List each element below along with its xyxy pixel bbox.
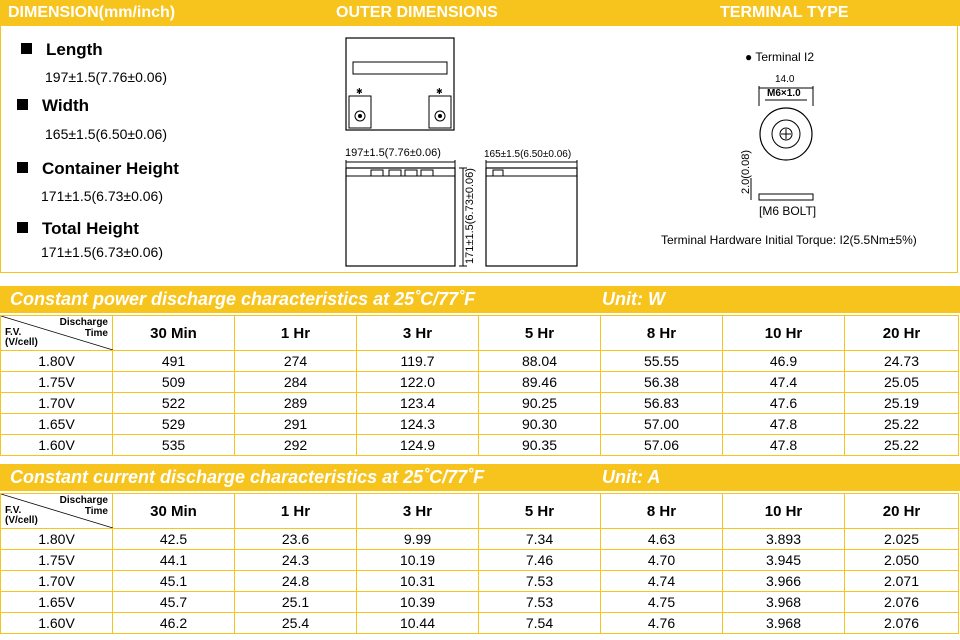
- final-voltage-cell: 1.60V: [1, 435, 113, 456]
- value-cell: 47.4: [723, 372, 845, 393]
- total-height-label: Total Height: [17, 219, 139, 239]
- value-cell: 25.4: [235, 613, 357, 634]
- power-table-body: [1, 351, 959, 456]
- column-header: 8 Hr: [601, 494, 723, 529]
- value-cell: 24.8: [235, 571, 357, 592]
- value-cell: 47.8: [723, 435, 845, 456]
- value-cell: 57.00: [601, 414, 723, 435]
- value-cell: 25.1: [235, 592, 357, 613]
- value-cell: 124.3: [357, 414, 479, 435]
- value-cell: 45.7: [113, 592, 235, 613]
- value-cell: 47.6: [723, 393, 845, 414]
- table-row: [1, 393, 959, 414]
- value-cell: 4.74: [601, 571, 723, 592]
- height-dim-label: 171±1.5(6.73±0.06): [464, 168, 476, 264]
- current-unit: Unit: A: [602, 467, 661, 487]
- svg-text:✱: ✱: [356, 87, 363, 96]
- value-cell: 9.99: [357, 529, 479, 550]
- value-cell: 90.30: [479, 414, 601, 435]
- width-label: Width: [17, 96, 89, 116]
- value-cell: 24.3: [235, 550, 357, 571]
- final-voltage-cell: 1.65V: [1, 414, 113, 435]
- column-header: 5 Hr: [479, 494, 601, 529]
- terminal-height-dim: 2.0(0.08): [740, 149, 752, 195]
- value-cell: 10.31: [357, 571, 479, 592]
- bullet-dot-icon: ●: [745, 50, 756, 64]
- value-cell: 57.06: [601, 435, 723, 456]
- value-cell: 7.53: [479, 571, 601, 592]
- value-cell: 25.19: [845, 393, 959, 414]
- current-section-title: Constant current discharge characteristics at 25˚C/77˚F: [10, 467, 485, 487]
- bullet-square-icon: [17, 99, 28, 110]
- container-height-value: 171±1.5(6.73±0.06): [41, 188, 164, 204]
- table-row: [1, 529, 959, 550]
- table-header-row: [1, 316, 959, 351]
- terminal-type-header: TERMINAL TYPE: [720, 4, 849, 21]
- column-header: 10 Hr: [723, 316, 845, 351]
- column-header: 1 Hr: [235, 494, 357, 529]
- current-discharge-table: [0, 493, 959, 634]
- total-height-value: 171±1.5(6.73±0.06): [41, 244, 164, 260]
- value-cell: 2.050: [845, 550, 959, 571]
- value-cell: 90.35: [479, 435, 601, 456]
- value-cell: 3.968: [723, 613, 845, 634]
- battery-side-view-drawing: [483, 160, 583, 272]
- value-cell: 55.55: [601, 351, 723, 372]
- side-width-dim-label: 165±1.5(6.50±0.06): [484, 149, 572, 160]
- bullet-square-icon: [17, 222, 28, 233]
- outer-dimensions-header: OUTER DIMENSIONS: [336, 4, 498, 21]
- length-label: Length: [21, 40, 103, 60]
- value-cell: 10.19: [357, 550, 479, 571]
- current-section-bar: [0, 464, 960, 491]
- value-cell: 509: [113, 372, 235, 393]
- terminal-bolt-dim: M6×1.0: [767, 88, 801, 99]
- final-voltage-cell: 1.60V: [1, 613, 113, 634]
- value-cell: 45.1: [113, 571, 235, 592]
- current-table-body: [1, 529, 959, 634]
- value-cell: 522: [113, 393, 235, 414]
- value-cell: 124.9: [357, 435, 479, 456]
- value-cell: 89.46: [479, 372, 601, 393]
- value-cell: 47.8: [723, 414, 845, 435]
- value-cell: 3.968: [723, 592, 845, 613]
- final-voltage-cell: 1.70V: [1, 571, 113, 592]
- value-cell: 25.22: [845, 414, 959, 435]
- value-cell: 3.945: [723, 550, 845, 571]
- width-value: 165±1.5(6.50±0.06): [45, 126, 168, 142]
- final-voltage-cell: 1.80V: [1, 529, 113, 550]
- header-bar: [0, 0, 960, 26]
- container-height-label: Container Height: [17, 159, 179, 179]
- final-voltage-cell: 1.75V: [1, 550, 113, 571]
- table-row: [1, 351, 959, 372]
- value-cell: 289: [235, 393, 357, 414]
- column-header: 30 Min: [113, 316, 235, 351]
- value-cell: 23.6: [235, 529, 357, 550]
- value-cell: 535: [113, 435, 235, 456]
- value-cell: 44.1: [113, 550, 235, 571]
- dimension-header: DIMENSION(mm/inch): [8, 4, 176, 21]
- table-row: [1, 550, 959, 571]
- final-voltage-cell: 1.70V: [1, 393, 113, 414]
- column-header: 8 Hr: [601, 316, 723, 351]
- value-cell: 2.076: [845, 613, 959, 634]
- value-cell: 123.4: [357, 393, 479, 414]
- dimensions-panel: [0, 26, 958, 273]
- table-row: [1, 571, 959, 592]
- value-cell: 3.893: [723, 529, 845, 550]
- value-cell: 10.44: [357, 613, 479, 634]
- final-voltage-cell: 1.80V: [1, 351, 113, 372]
- final-voltage-cell: 1.75V: [1, 372, 113, 393]
- column-header: 3 Hr: [357, 494, 479, 529]
- value-cell: 10.39: [357, 592, 479, 613]
- value-cell: 7.54: [479, 613, 601, 634]
- torque-label: Terminal Hardware Initial Torque: I2(5.5Nm±5%): [661, 233, 917, 247]
- value-cell: 4.75: [601, 592, 723, 613]
- value-cell: 2.025: [845, 529, 959, 550]
- table-row: [1, 613, 959, 634]
- column-header: 20 Hr: [845, 494, 959, 529]
- power-unit: Unit: W: [602, 289, 665, 309]
- value-cell: 122.0: [357, 372, 479, 393]
- value-cell: 56.83: [601, 393, 723, 414]
- value-cell: 7.53: [479, 592, 601, 613]
- value-cell: 46.9: [723, 351, 845, 372]
- value-cell: 3.966: [723, 571, 845, 592]
- length-value: 197±1.5(7.76±0.06): [45, 69, 168, 85]
- value-cell: 292: [235, 435, 357, 456]
- value-cell: 4.63: [601, 529, 723, 550]
- bullet-square-icon: [17, 162, 28, 173]
- column-header: 20 Hr: [845, 316, 959, 351]
- value-cell: 291: [235, 414, 357, 435]
- table-row: [1, 414, 959, 435]
- value-cell: 88.04: [479, 351, 601, 372]
- value-cell: 119.7: [357, 351, 479, 372]
- column-header: 10 Hr: [723, 494, 845, 529]
- front-width-dim-label: 197±1.5(7.76±0.06): [345, 147, 441, 159]
- value-cell: 24.73: [845, 351, 959, 372]
- value-cell: 56.38: [601, 372, 723, 393]
- value-cell: 529: [113, 414, 235, 435]
- bullet-square-icon: [21, 43, 32, 54]
- battery-top-view-drawing: [341, 36, 461, 136]
- table-row: [1, 435, 959, 456]
- column-header: 5 Hr: [479, 316, 601, 351]
- column-header: 30 Min: [113, 494, 235, 529]
- bolt-label: [M6 BOLT]: [759, 204, 817, 218]
- value-cell: 90.25: [479, 393, 601, 414]
- value-cell: 491: [113, 351, 235, 372]
- final-voltage-cell: 1.65V: [1, 592, 113, 613]
- value-cell: 25.22: [845, 435, 959, 456]
- value-cell: 284: [235, 372, 357, 393]
- value-cell: 2.076: [845, 592, 959, 613]
- table-row: [1, 592, 959, 613]
- column-header: 1 Hr: [235, 316, 357, 351]
- value-cell: 25.05: [845, 372, 959, 393]
- value-cell: 7.46: [479, 550, 601, 571]
- column-header: 3 Hr: [357, 316, 479, 351]
- value-cell: 42.5: [113, 529, 235, 550]
- table-header-row: [1, 494, 959, 529]
- svg-text:✱: ✱: [436, 87, 443, 96]
- value-cell: 4.70: [601, 550, 723, 571]
- value-cell: 46.2: [113, 613, 235, 634]
- value-cell: 7.34: [479, 529, 601, 550]
- power-discharge-table: [0, 315, 959, 456]
- terminal-name-label: ● Terminal I2: [745, 50, 815, 64]
- terminal-width-dim: 14.0: [775, 74, 795, 85]
- table-row: [1, 372, 959, 393]
- table-corner-cell: Discharge Time F.V. (V/cell): [1, 494, 113, 529]
- table-corner-cell: Discharge Time F.V. (V/cell): [1, 316, 113, 351]
- power-section-title: Constant power discharge characteristics at 25˚C/77˚F: [10, 289, 476, 309]
- power-section-bar: [0, 286, 960, 313]
- battery-front-view-drawing: [341, 160, 476, 272]
- value-cell: 274: [235, 351, 357, 372]
- value-cell: 4.76: [601, 613, 723, 634]
- value-cell: 2.071: [845, 571, 959, 592]
